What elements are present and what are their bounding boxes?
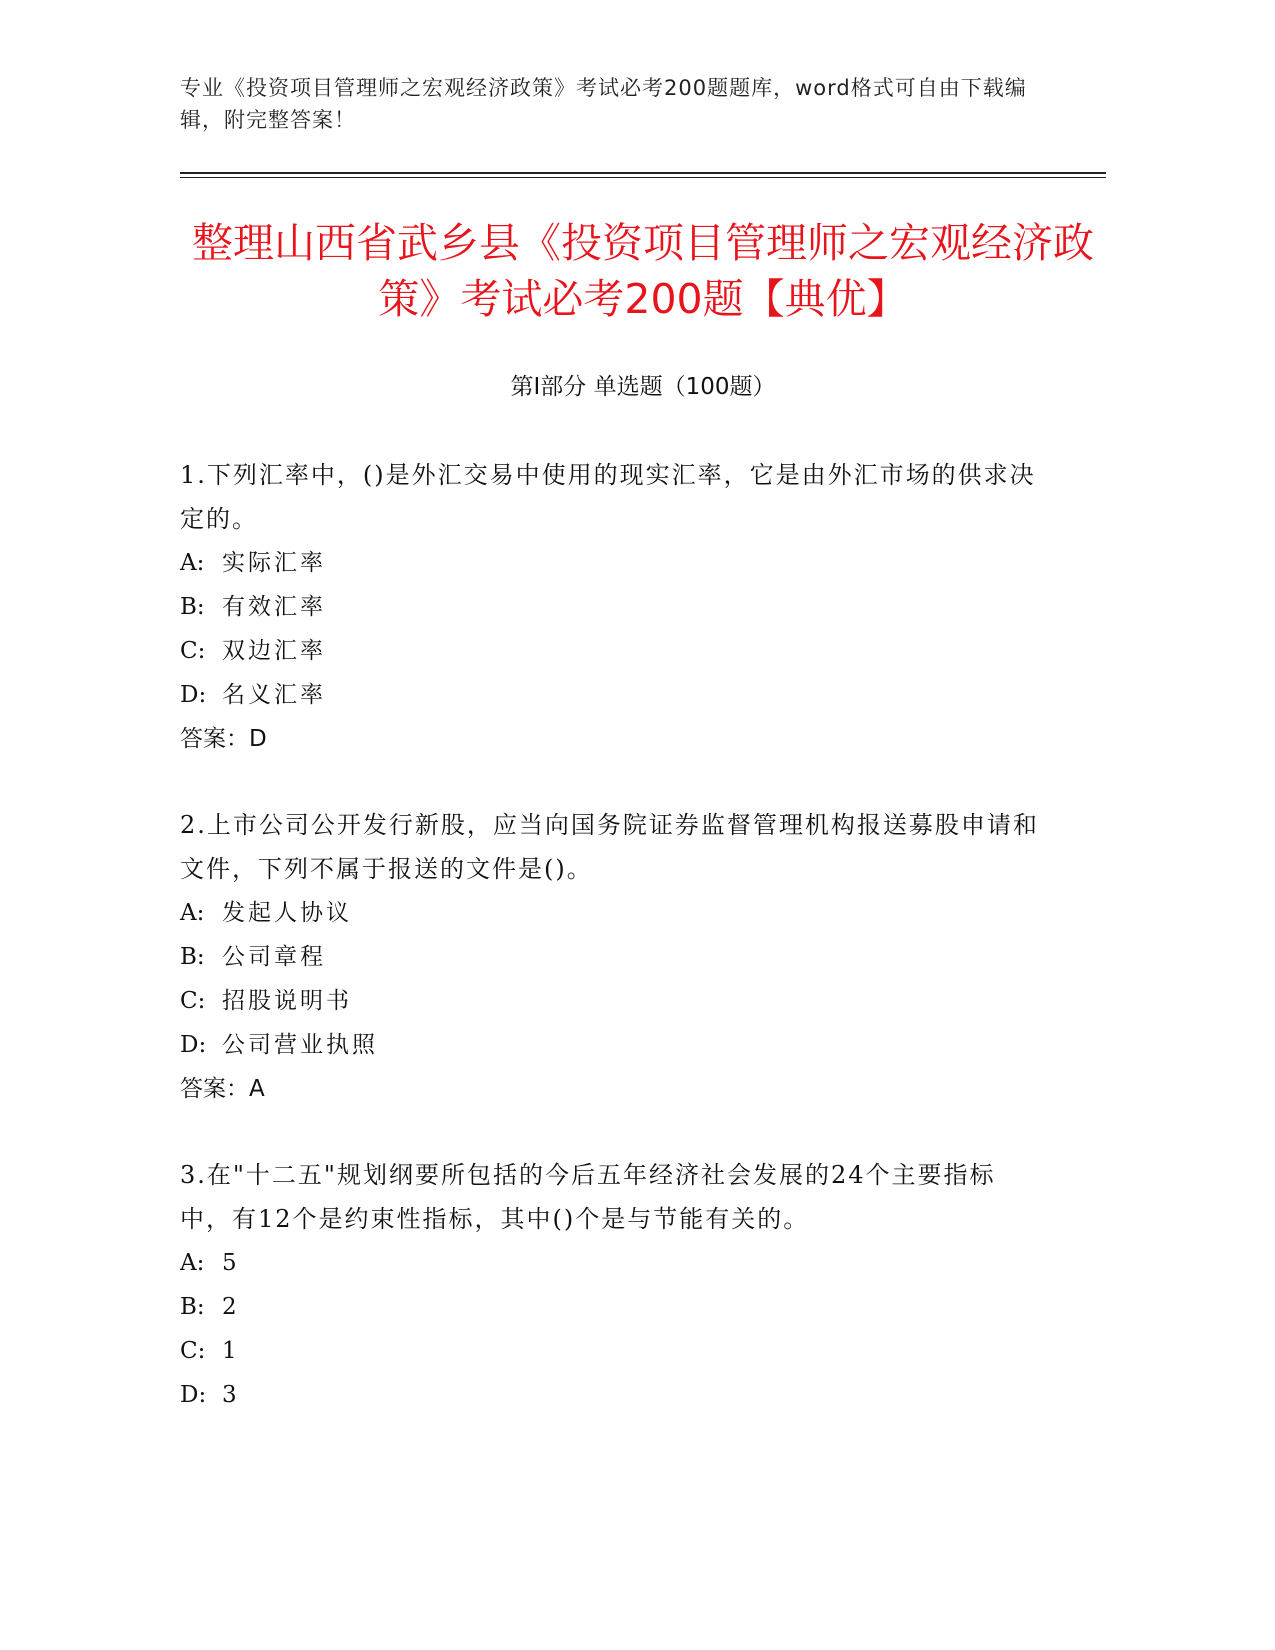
option-text: 有效汇率 [222,594,326,620]
option-letter: D: [180,1032,207,1058]
option-text: 发起人协议 [222,900,352,926]
option-d [180,673,1040,717]
option-letter: C: [180,1338,206,1364]
question-2 [180,803,1040,1111]
header-divider-thick [180,172,1106,174]
option-letter: D: [180,1382,207,1408]
option-letter: C: [180,988,206,1014]
option-text: 名义汇率 [222,682,326,708]
question-stem: 3.在"十二五"规划纲要所包括的今后五年经济社会发展的24个主要指标中，有12个是约束性指标，其中()个是与节能有关的。 [180,1161,996,1233]
option-text: 5 [222,1250,240,1276]
question-stem: 2.上市公司公开发行新股，应当向国务院证券监督管理机构报送募股申请和文件，下列不属于报送的文件是()。 [180,811,1039,883]
document-page [180,0,1106,1650]
option-letter: B: [180,944,205,970]
option-letter: C: [180,638,206,664]
answer-line: 答案：D [180,726,267,752]
option-text: 公司章程 [222,944,326,970]
option-c [180,1329,1040,1373]
document-title: 整理山西省武乡县《投资项目管理师之宏观经济政策》考试必考200题【典优】 [192,219,1094,323]
option-letter: B: [180,594,205,620]
option-text: 招股说明书 [222,988,352,1014]
option-b [180,935,1040,979]
option-letter: A: [180,1250,205,1276]
option-text: 1 [222,1338,240,1364]
option-c [180,629,1040,673]
option-c [180,979,1040,1023]
option-letter: B: [180,1294,205,1320]
answer-line: 答案：A [180,1076,265,1102]
option-text: 双边汇率 [222,638,326,664]
option-letter: A: [180,900,205,926]
option-b [180,585,1040,629]
option-letter: D: [180,682,207,708]
question-list [180,453,1040,1459]
option-a [180,891,1040,935]
header-note: 专业《投资项目管理师之宏观经济政策》考试必考200题题库，word格式可自由下载编辑，附完整答案！ [180,76,1027,132]
option-letter: A: [180,550,205,576]
question-stem: 1.下列汇率中，()是外汇交易中使用的现实汇率，它是由外汇市场的供求决定的。 [180,461,1036,533]
option-text: 实际汇率 [222,550,326,576]
option-d [180,1373,1040,1417]
option-b [180,1285,1040,1329]
option-d [180,1023,1040,1067]
option-text: 3 [222,1382,240,1408]
option-text: 公司营业执照 [222,1032,378,1058]
question-1 [180,453,1040,761]
option-a [180,541,1040,585]
option-a [180,1241,1040,1285]
header-divider-thin [180,177,1106,178]
section-title: 第Ⅰ部分 单选题（100题） [510,374,776,400]
option-text: 2 [222,1294,240,1320]
question-3 [180,1153,1040,1417]
